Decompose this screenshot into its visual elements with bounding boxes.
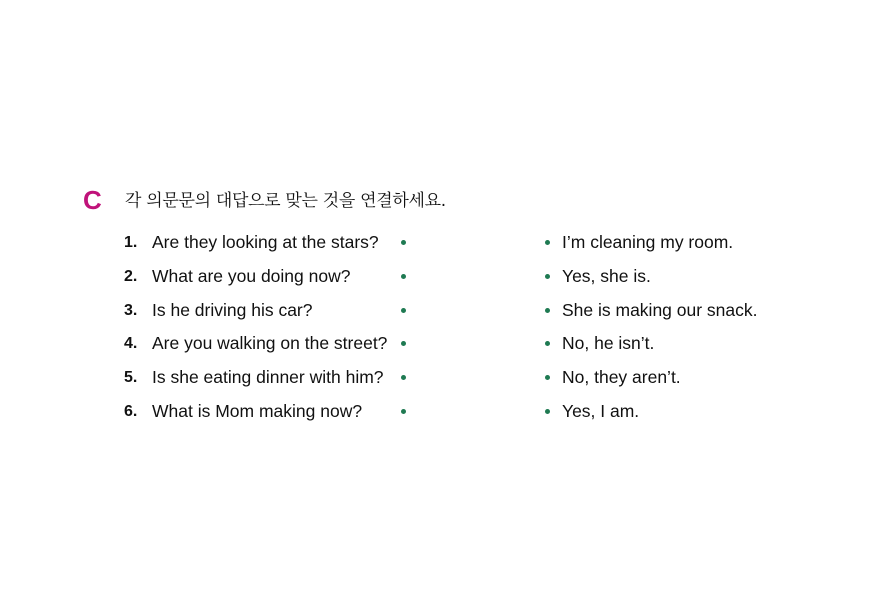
question-number: 3. bbox=[124, 302, 138, 319]
answer-connector-dot[interactable] bbox=[545, 409, 550, 414]
answer-text: No, they aren’t. bbox=[562, 367, 681, 387]
matching-row bbox=[0, 299, 873, 323]
answer-connector-dot[interactable] bbox=[545, 375, 550, 380]
question-connector-dot[interactable] bbox=[401, 409, 406, 414]
question-number: 2. bbox=[124, 268, 138, 285]
question-text: What are you doing now? bbox=[152, 266, 351, 286]
answer-text: Yes, she is. bbox=[562, 266, 651, 286]
instruction-text: 각 의문문의 대답으로 맞는 것을 연결하세요. bbox=[125, 191, 446, 211]
answer-text: No, he isn’t. bbox=[562, 333, 655, 353]
matching-row bbox=[0, 231, 873, 255]
question-connector-dot[interactable] bbox=[401, 308, 406, 313]
answer-text: She is making our snack. bbox=[562, 300, 758, 320]
answer-connector-dot[interactable] bbox=[545, 240, 550, 245]
question-text: Are you walking on the street? bbox=[152, 333, 388, 353]
question-number: 1. bbox=[124, 234, 138, 251]
answer-connector-dot[interactable] bbox=[545, 308, 550, 313]
question-number: 6. bbox=[124, 403, 138, 420]
section-letter: C bbox=[83, 185, 102, 215]
question-number: 4. bbox=[124, 335, 138, 352]
question-text: Is she eating dinner with him? bbox=[152, 367, 384, 387]
matching-row bbox=[0, 400, 873, 424]
question-text: Is he driving his car? bbox=[152, 300, 313, 320]
question-text: What is Mom making now? bbox=[152, 401, 363, 421]
answer-connector-dot[interactable] bbox=[545, 274, 550, 279]
question-connector-dot[interactable] bbox=[401, 274, 406, 279]
answer-connector-dot[interactable] bbox=[545, 341, 550, 346]
question-connector-dot[interactable] bbox=[401, 341, 406, 346]
answer-text: I’m cleaning my room. bbox=[562, 232, 734, 252]
matching-row bbox=[0, 332, 873, 356]
question-connector-dot[interactable] bbox=[401, 240, 406, 245]
question-text: Are they looking at the stars? bbox=[152, 232, 379, 252]
question-connector-dot[interactable] bbox=[401, 375, 406, 380]
question-number: 5. bbox=[124, 369, 138, 386]
answer-text: Yes, I am. bbox=[562, 401, 640, 421]
matching-row bbox=[0, 366, 873, 390]
matching-row bbox=[0, 265, 873, 289]
